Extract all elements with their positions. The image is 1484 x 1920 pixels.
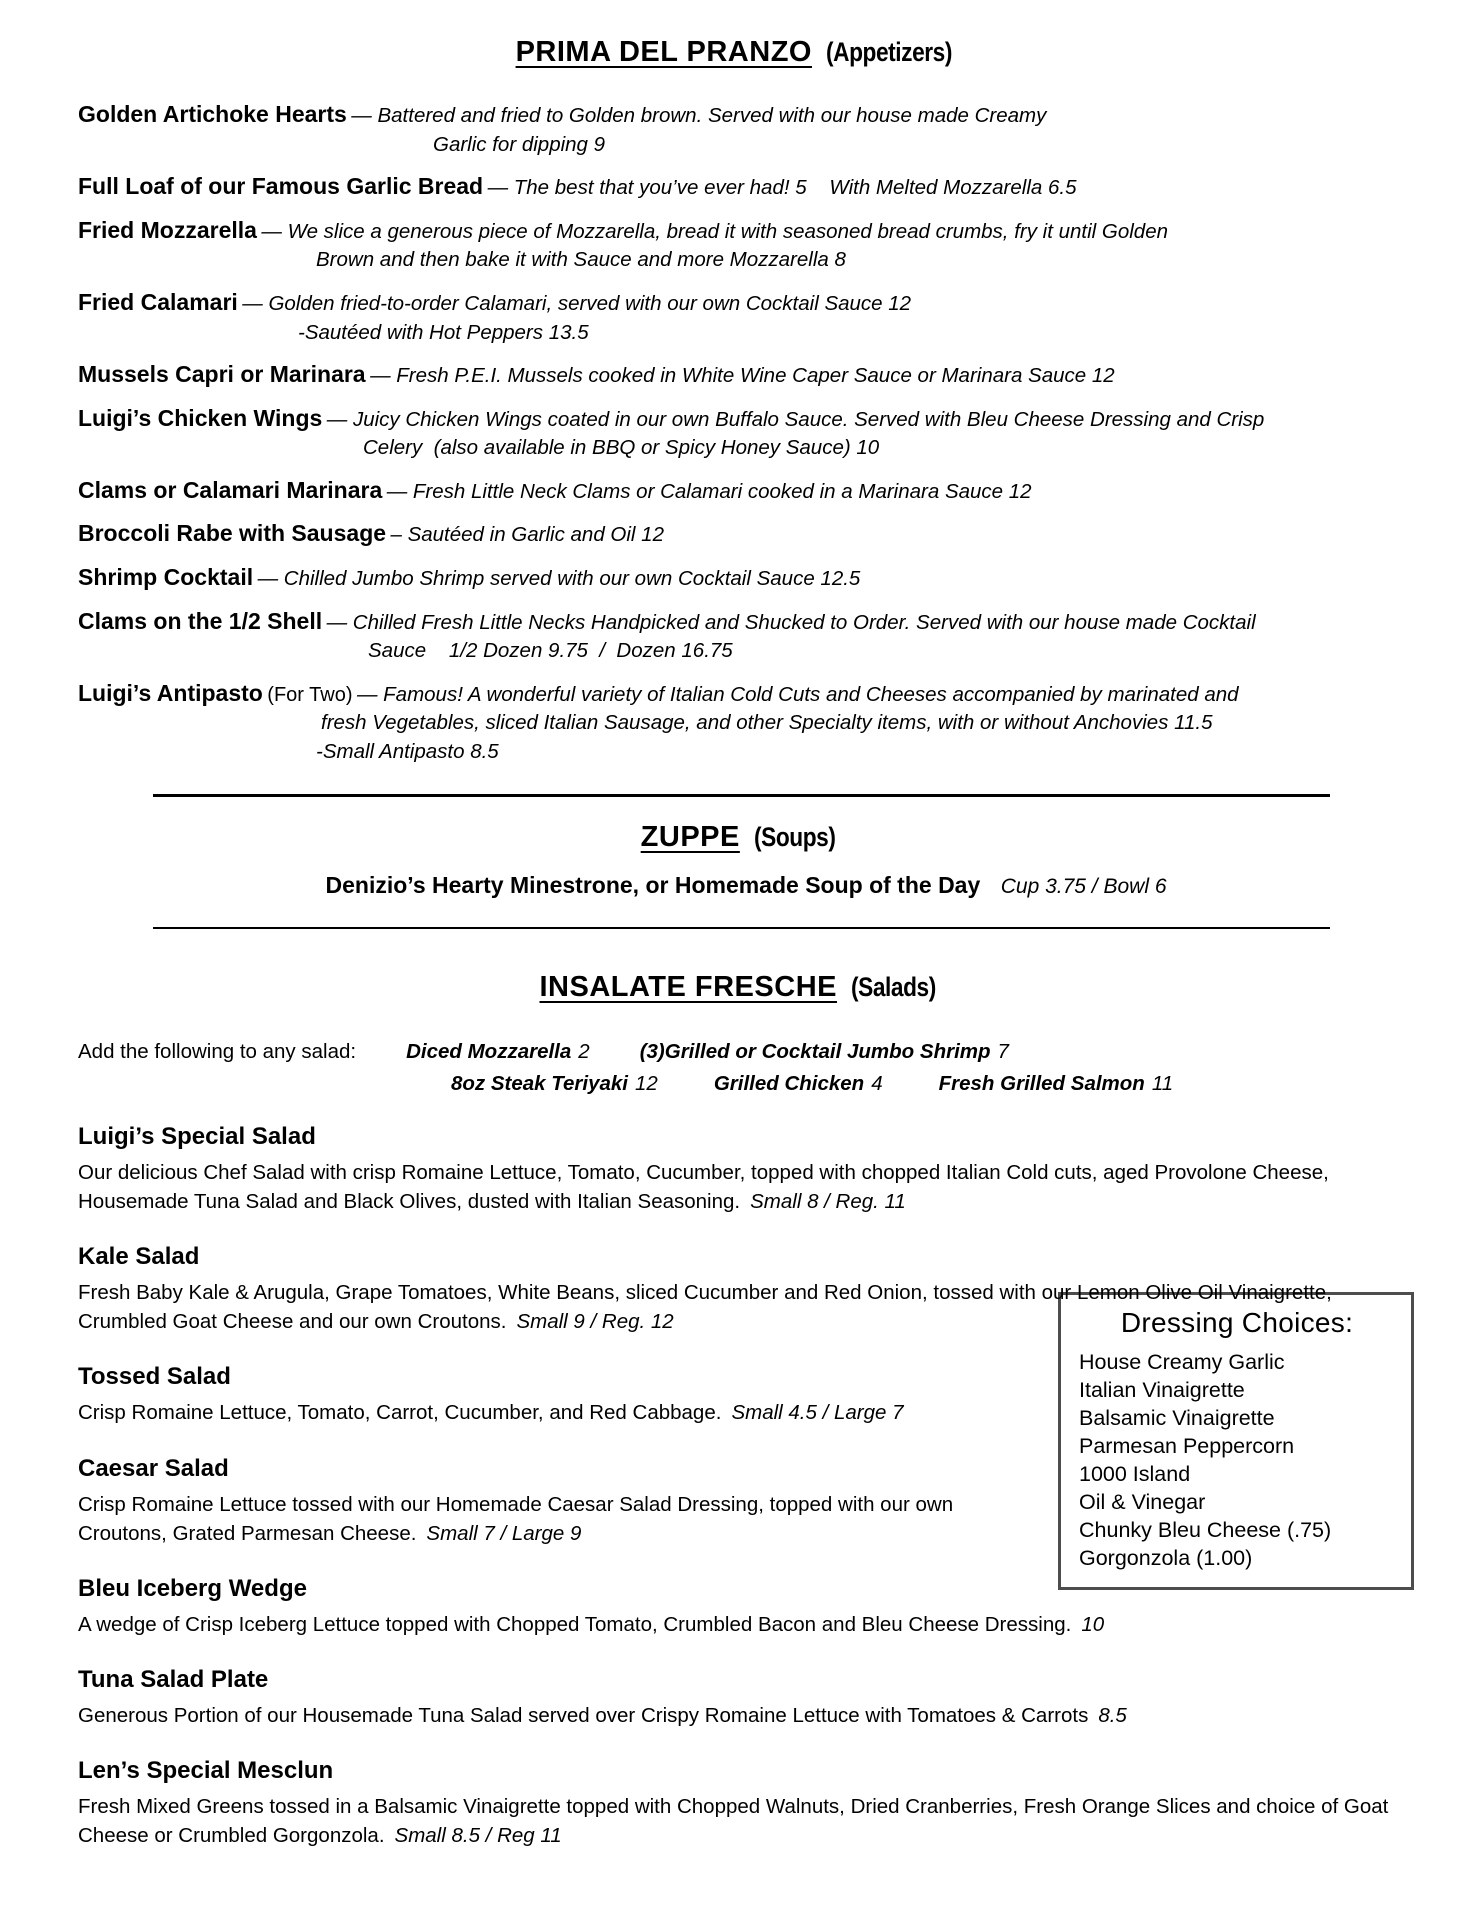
item-description-line: Sauce 1/2 Dozen 9.75 / Dozen 16.75 — [368, 639, 733, 663]
appetizers-subtitle: (Appetizers) — [826, 37, 953, 67]
item-description: — The best that you’ve ever had! 5 With Melted Mozzarella 6.5 — [487, 176, 1077, 200]
item-name: Clams on the 1/2 Shell — [78, 607, 323, 634]
item-name: Full Loaf of our Famous Garlic Bread — [78, 173, 484, 200]
item-description-line: Celery (also available in BBQ or Spicy Honey Sauce) 10 — [363, 436, 880, 460]
section-appetizers — [78, 36, 1414, 766]
soup-item — [78, 872, 1414, 899]
dressing-option: 1000 Island — [1079, 1462, 1191, 1487]
item-name-suffix: (For Two) — [267, 683, 353, 706]
item-name: Broccoli Rabe with Sausage — [78, 520, 387, 547]
addon-item — [640, 1040, 1009, 1064]
appetizers-list — [78, 99, 1414, 766]
item-name: Luigi’s Special Salad — [78, 1123, 316, 1151]
item-price: Small 4.5 / Large 7 — [731, 1401, 904, 1425]
addon-name: (3)Grilled or Cocktail Jumbo Shrimp — [639, 1040, 991, 1064]
item-price: Small 7 / Large 9 — [426, 1521, 582, 1545]
section-salads — [78, 971, 1414, 1850]
item-name: Shrimp Cocktail — [78, 564, 254, 590]
addon-price: 7 — [997, 1040, 1009, 1064]
soups-title: ZUPPE — [640, 820, 740, 853]
menu-item-shrimp-cocktail — [78, 562, 1414, 594]
dressing-option: Oil & Vinegar — [1079, 1490, 1206, 1515]
addon-name: Fresh Grilled Salmon — [938, 1072, 1145, 1096]
item-name: Tossed Salad — [78, 1363, 231, 1391]
salad-addons-label: Add the following to any salad: — [78, 1040, 357, 1064]
item-description — [78, 1792, 1414, 1850]
item-description-text: Fresh Mixed Greens tossed in a Balsamic Vinaigrette topped with Chopped Walnuts, Dried Cranberries, Fresh Orange Slices and choice of Goat Cheese or Crumbled Gorgonzola. — [78, 1795, 1389, 1848]
salads-subtitle: (Salads) — [851, 972, 937, 1003]
addon-price: 2 — [578, 1040, 590, 1064]
item-description-text: Our delicious Chef Salad with crisp Romaine Lettuce, Tomato, Cucumber, topped with chopped Italian Cold cuts, aged Provolone Cheese, Housemade Tuna Salad and Black Olives, dusted with Italian Seasoning. — [78, 1161, 1329, 1214]
appetizers-header — [78, 36, 1414, 69]
item-description-line: -Small Antipasto 8.5 — [316, 739, 499, 763]
item-description: — Golden fried-to-order Calamari, served with our own Cocktail Sauce 12 — [242, 291, 912, 315]
item-description: — Chilled Fresh Little Necks Handpicked and Shucked to Order. Served with our house made Cocktail — [326, 610, 1256, 634]
menu-item-chicken-wings — [78, 403, 1414, 463]
item-description-text: Crisp Romaine Lettuce, Tomato, Carrot, Cucumber, and Red Cabbage. — [78, 1401, 722, 1425]
item-description: — Famous! A wonderful variety of Italian Cold Cuts and Cheeses accompanied by marinated and — [356, 682, 1239, 706]
divider-bottom-soups — [153, 927, 1330, 930]
salads-title: INSALATE FRESCHE — [539, 971, 837, 1004]
dressing-option: Balsamic Vinaigrette — [1079, 1406, 1275, 1431]
menu-item-golden-artichoke-hearts — [78, 99, 1414, 159]
salad-addons — [78, 1040, 1414, 1096]
addon-price: 4 — [871, 1072, 883, 1096]
dressing-option: Gorgonzola (1.00) — [1079, 1546, 1253, 1571]
item-description-text: Generous Portion of our Housemade Tuna Salad served over Crispy Romaine Lettuce with Tomatoes & Carrots — [78, 1703, 1089, 1727]
item-name: Mussels Capri or Marinara — [78, 360, 366, 387]
item-description: — We slice a generous piece of Mozzarella, bread it with seasoned bread crumbs, fry it until Golden — [261, 219, 1169, 243]
item-name: Luigi’s Chicken Wings — [78, 404, 323, 431]
item-name: Tuna Salad Plate — [78, 1665, 269, 1693]
item-name: Fried Calamari — [78, 288, 238, 315]
item-description-line: Brown and then bake it with Sauce and more Mozzarella 8 — [316, 248, 846, 272]
dressing-option: Italian Vinaigrette — [1079, 1378, 1245, 1403]
salad-addons-row-2 — [451, 1072, 1414, 1096]
item-description: — Fresh Little Neck Clams or Calamari cooked in a Marinara Sauce 12 — [386, 479, 1032, 503]
section-soups — [78, 821, 1414, 899]
item-name: Luigi’s Antipasto — [78, 679, 263, 706]
item-description — [78, 1158, 1414, 1216]
item-description-line: fresh Vegetables, sliced Italian Sausage, and other Specialty items, with or without Anchovies 11.5 — [321, 711, 1213, 735]
salad-addons-row-1 — [78, 1040, 1414, 1064]
item-name: Golden Artichoke Hearts — [78, 101, 347, 127]
item-name: Clams or Calamari Marinara — [78, 476, 383, 503]
salads-list — [78, 1123, 1414, 1850]
addon-name: 8oz Steak Teriyaki — [451, 1072, 629, 1096]
menu-item-lens-special-mesclun — [78, 1757, 1414, 1850]
menu-item-clams-or-calamari-marinara — [78, 475, 1414, 507]
item-description-line: -Sautéed with Hot Peppers 13.5 — [298, 320, 589, 344]
menu-item-luigis-special-salad — [78, 1123, 1414, 1216]
item-price: 10 — [1081, 1612, 1105, 1636]
menu-item-tuna-salad-plate — [78, 1666, 1414, 1730]
soup-item-name: Denizio’s Hearty Minestrone, or Homemade Soup of the Day — [325, 871, 981, 898]
item-description — [78, 1610, 1414, 1639]
soup-item-price: Cup 3.75 / Bowl 6 — [1000, 874, 1167, 898]
menu-item-broccoli-rabe-with-sausage — [78, 518, 1414, 550]
item-name: Kale Salad — [78, 1243, 200, 1271]
menu-item-garlic-bread — [78, 171, 1414, 203]
item-name: Len’s Special Mesclun — [78, 1757, 334, 1785]
item-price: Small 8 / Reg. 11 — [750, 1190, 906, 1214]
item-description — [78, 1701, 1414, 1730]
menu-page — [78, 36, 1414, 1850]
menu-item-fried-mozzarella — [78, 215, 1414, 275]
item-price: Small 8.5 / Reg 11 — [394, 1824, 562, 1848]
item-description-text: A wedge of Crisp Iceberg Lettuce topped with Chopped Tomato, Crumbled Bacon and Bleu Cheese Dressing. — [78, 1612, 1072, 1636]
item-description: – Sautéed in Garlic and Oil 12 — [390, 523, 664, 547]
addon-price: 11 — [1151, 1072, 1174, 1096]
item-description: — Juicy Chicken Wings coated in our own Buffalo Sauce. Served with Bleu Cheese Dressing and Crisp — [326, 407, 1265, 431]
menu-item-mussels-capri-or-marinara — [78, 359, 1414, 391]
item-name: Caesar Salad — [78, 1454, 229, 1482]
salads-header — [78, 971, 1414, 1004]
item-price: Small 9 / Reg. 12 — [516, 1310, 674, 1334]
dressing-choices-box — [1058, 1292, 1414, 1590]
item-description: — Battered and fried to Golden brown. Served with our house made Creamy — [351, 104, 1047, 127]
dressing-option: House Creamy Garlic — [1079, 1350, 1285, 1375]
addon-name: Grilled Chicken — [713, 1072, 865, 1096]
addon-item — [406, 1040, 590, 1064]
dressing-option: Chunky Bleu Cheese (.75) — [1079, 1518, 1332, 1543]
item-name: Fried Mozzarella — [78, 216, 257, 243]
item-description: — Chilled Jumbo Shrimp served with our own Cocktail Sauce 12.5 — [257, 567, 861, 590]
dressing-option: Parmesan Peppercorn — [1079, 1434, 1295, 1459]
menu-item-clams-on-the-half-shell — [78, 606, 1414, 666]
item-description-text: Fresh Baby Kale & Arugula, Grape Tomatoes, White Beans, sliced Cucumber and Red Onion, tossed with our Lemon Olive Oil Vinaigrette, Crumbled Goat Cheese and our own Croutons. — [78, 1281, 1332, 1334]
addon-item — [939, 1072, 1173, 1096]
soups-subtitle: (Soups) — [754, 821, 836, 852]
item-price: 8.5 — [1098, 1703, 1127, 1727]
item-description-line: Garlic for dipping 9 — [433, 132, 606, 156]
addon-item — [451, 1072, 658, 1096]
soups-header — [78, 821, 1414, 854]
addon-item — [714, 1072, 883, 1096]
divider-top-soups — [153, 794, 1330, 797]
menu-item-fried-calamari — [78, 287, 1414, 347]
item-description: — Fresh P.E.I. Mussels cooked in White Wine Caper Sauce or Marinara Sauce 12 — [370, 363, 1115, 387]
menu-item-antipasto — [78, 678, 1414, 766]
addon-price: 12 — [635, 1072, 658, 1096]
dressing-choices-title: Dressing Choices: — [1120, 1307, 1354, 1339]
addon-name: Diced Mozzarella — [406, 1040, 572, 1064]
item-name: Bleu Iceberg Wedge — [78, 1574, 307, 1602]
appetizers-title: PRIMA DEL PRANZO — [515, 36, 812, 68]
item-description-text: Crisp Romaine Lettuce tossed with our Homemade Caesar Salad Dressing, topped with our own Croutons, Grated Parmesan Cheese. — [78, 1492, 954, 1545]
